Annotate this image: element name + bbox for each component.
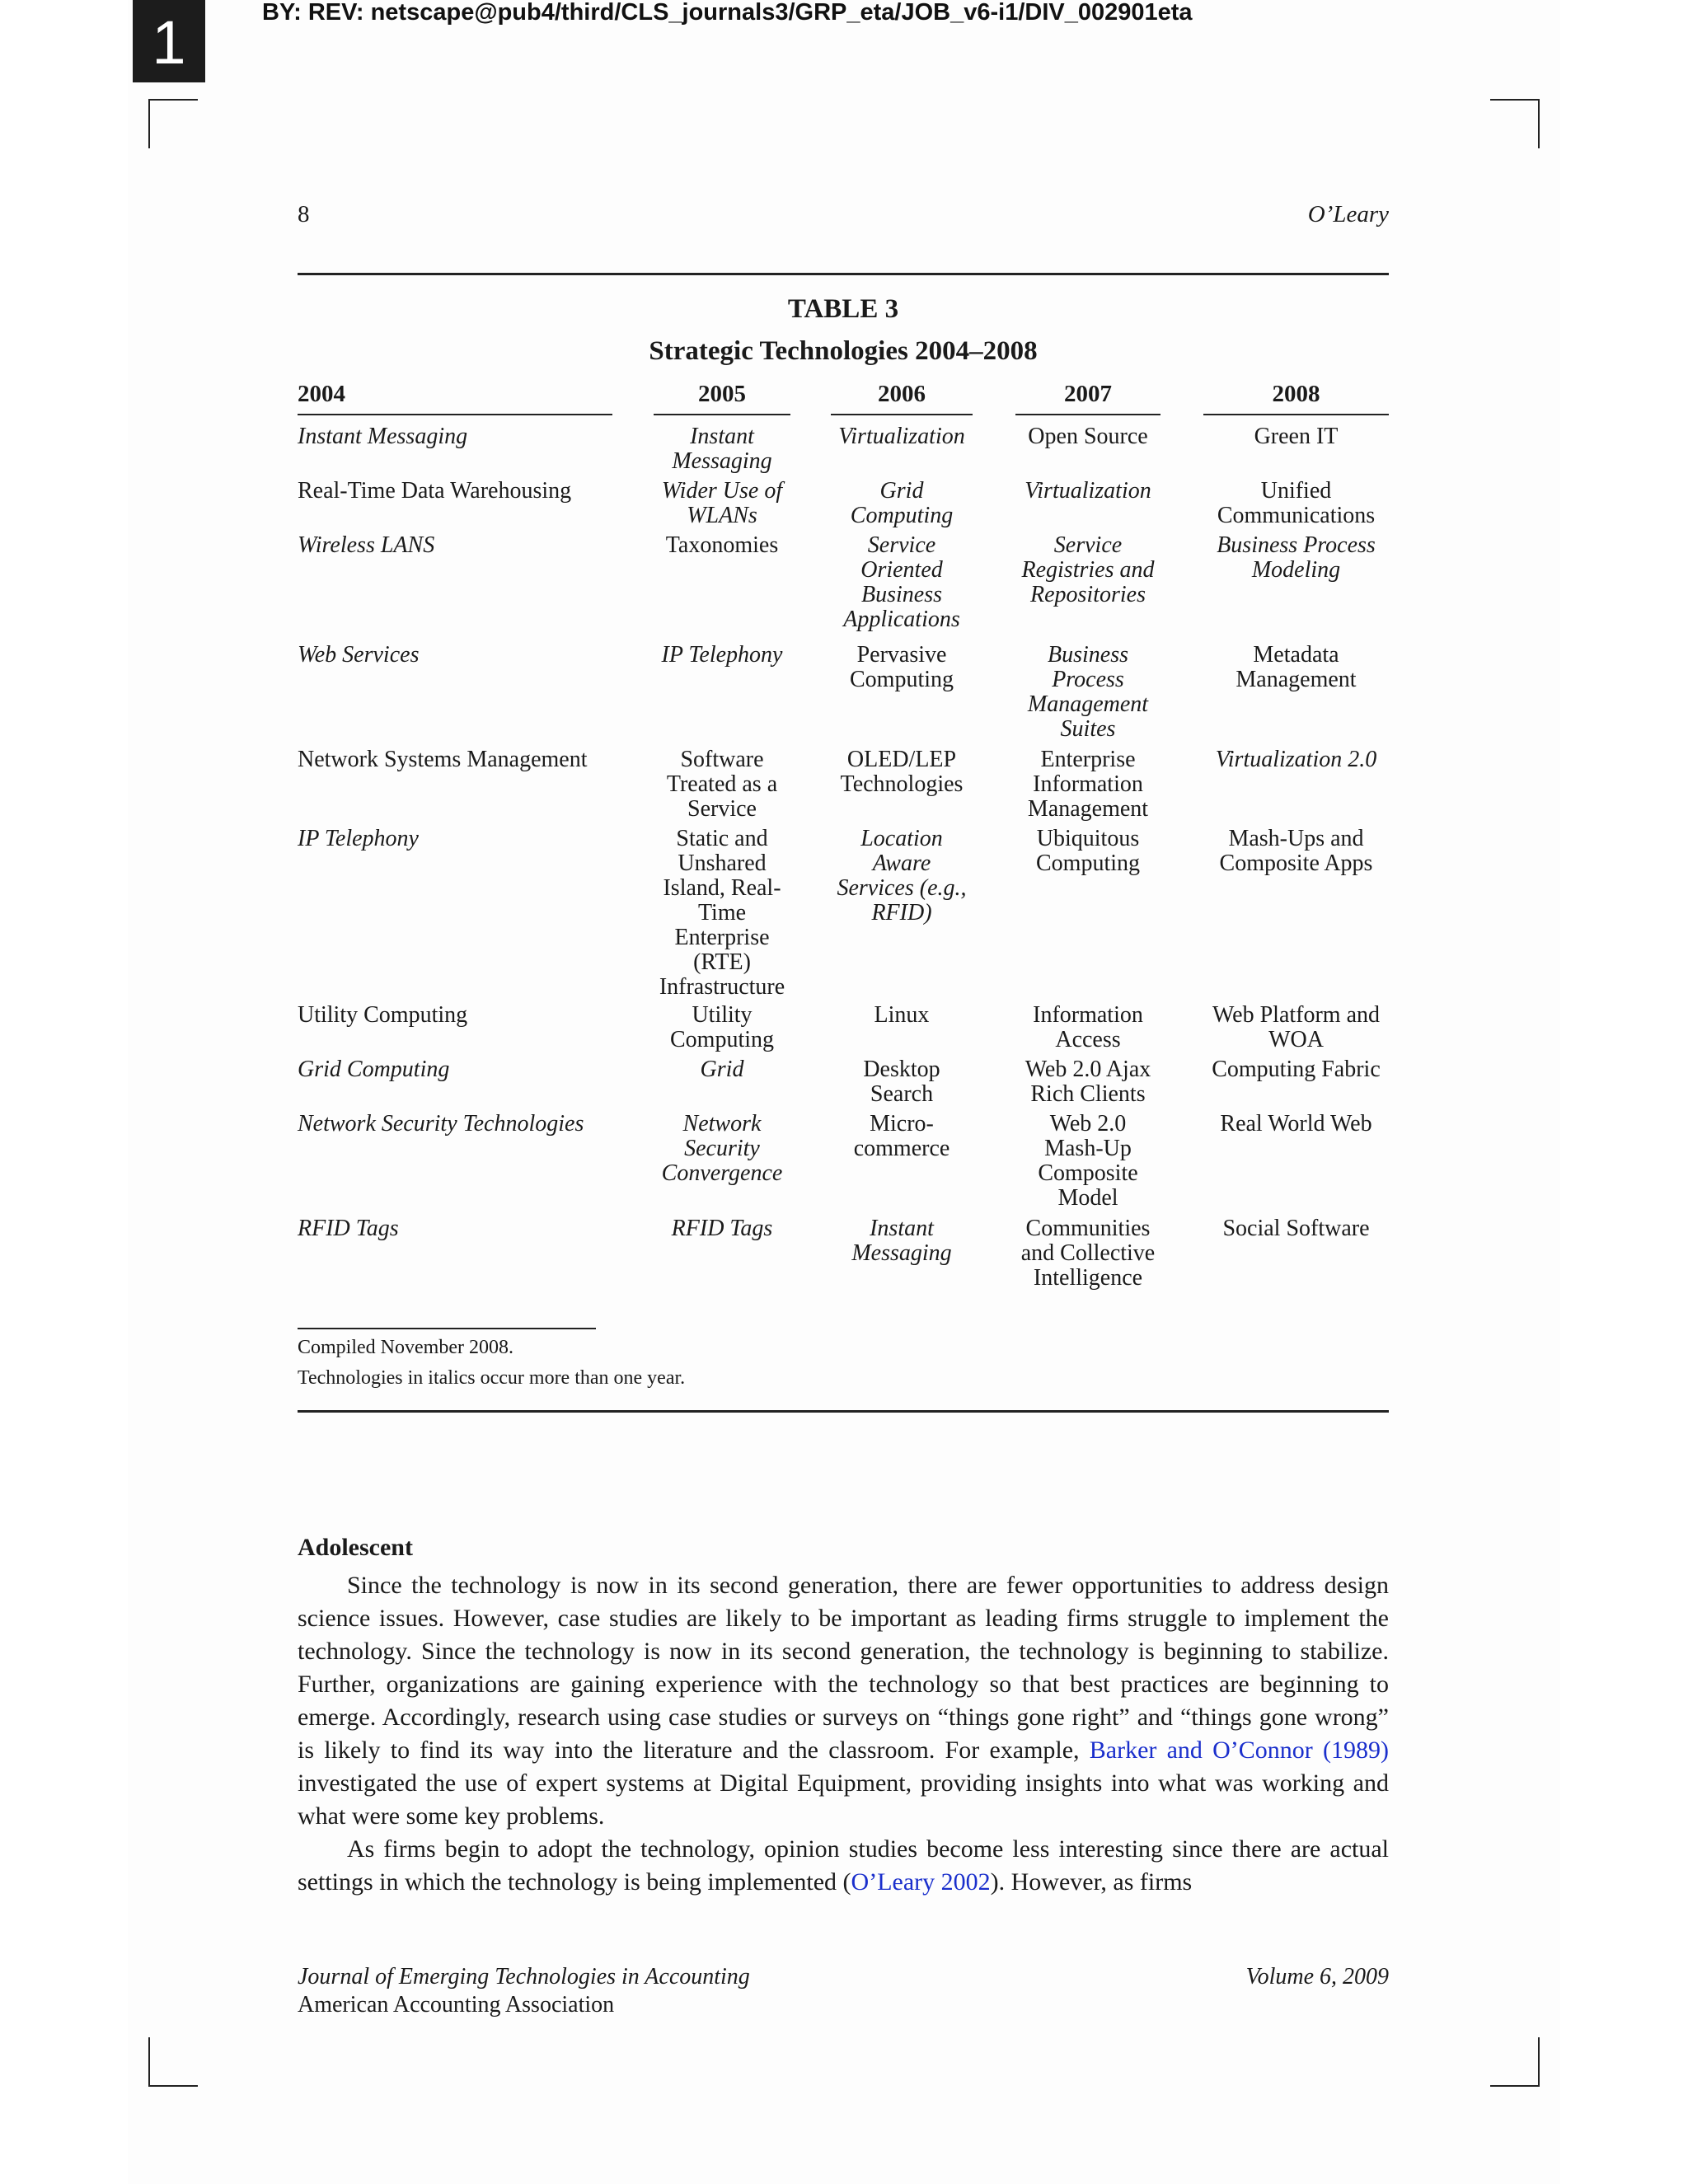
table-cell-line: Utility Computing bbox=[298, 1002, 468, 1028]
table-note-italics: Technologies in italics occur more than one year. bbox=[298, 1367, 686, 1389]
table-cell bbox=[637, 424, 807, 474]
table-cell bbox=[999, 1003, 1177, 1052]
crop-mark-bl-v bbox=[148, 2037, 150, 2087]
table-cell-line: Location bbox=[860, 826, 943, 851]
table-cell-line: Messaging bbox=[672, 448, 772, 474]
table-note-compiled: Compiled November 2008. bbox=[298, 1337, 513, 1358]
table-cell-line: Aware bbox=[872, 851, 931, 876]
column-header-2007: 2007 bbox=[1064, 381, 1112, 407]
table-cell bbox=[637, 748, 807, 822]
table-cell-line: Computing Fabric bbox=[1212, 1057, 1381, 1082]
table-cell bbox=[814, 827, 989, 926]
crop-mark-tl-v bbox=[148, 99, 150, 148]
table-bottom-rule bbox=[298, 1410, 1389, 1413]
table-cell bbox=[298, 424, 629, 449]
table-cell bbox=[298, 479, 629, 504]
table-cell bbox=[1187, 643, 1405, 692]
table-cell-line: Computing bbox=[669, 1027, 774, 1052]
table-cell-line: Repositories bbox=[1030, 582, 1146, 607]
table-cell-line: Real-Time Data Warehousing bbox=[298, 478, 572, 504]
column-header-2005: 2005 bbox=[698, 381, 746, 407]
table-cell-line: Information bbox=[1033, 1002, 1143, 1028]
footer-volume: Volume 6, 2009 bbox=[1245, 1964, 1389, 1990]
table-cell-line: commerce bbox=[853, 1136, 950, 1161]
paragraph-1 bbox=[298, 1569, 1389, 1833]
citation-oleary-2002[interactable]: O’Leary 2002 bbox=[851, 1868, 991, 1896]
table-cell bbox=[637, 479, 807, 528]
section-heading: Adolescent bbox=[298, 1534, 413, 1561]
page-marker: 1 bbox=[133, 0, 205, 82]
page-number: 8 bbox=[298, 201, 310, 227]
table-cell-line: Network bbox=[682, 1111, 762, 1137]
table-cell-line: Network Security Technologies bbox=[298, 1111, 584, 1137]
table-cell bbox=[814, 643, 989, 692]
table-cell-line: Search bbox=[870, 1081, 934, 1107]
table-cell-line: RFID Tags bbox=[298, 1216, 399, 1241]
table-cell bbox=[298, 1003, 629, 1028]
table-cell-line: RFID) bbox=[871, 900, 932, 926]
table-cell bbox=[298, 533, 629, 558]
table-cell-line: Instant bbox=[870, 1216, 934, 1241]
job-line: BY: REV: netscape@pub4/third/CLS_journals3/GRP_eta/JOB_v6-i1/DIV_002901eta bbox=[262, 0, 1193, 26]
table-cell-line: Island, Real- bbox=[663, 875, 781, 901]
table-cell-line: Composite bbox=[1038, 1160, 1138, 1186]
column-header-rule bbox=[1203, 414, 1389, 415]
table-cell-line: Open Source bbox=[1028, 424, 1148, 449]
table-cell-line: Grid bbox=[700, 1057, 744, 1082]
table-cell bbox=[999, 643, 1177, 742]
table-cell-line: Intelligence bbox=[1033, 1265, 1143, 1291]
table-cell bbox=[999, 1216, 1177, 1291]
crop-mark-tr-h bbox=[1490, 99, 1540, 101]
table-cell-line: Services (e.g., bbox=[837, 875, 967, 901]
right-margin bbox=[1560, 0, 1688, 2184]
paragraph-2-text-a: As firms begin to adopt the technology, opinion studies become less interesting since there are actual settings in which the technology is being implemented ( bbox=[298, 1835, 1389, 1896]
column-header-2004: 2004 bbox=[298, 381, 345, 407]
table-cell-line: Real World Web bbox=[1220, 1111, 1372, 1137]
table-cell-line: Metadata bbox=[1253, 642, 1339, 668]
table-cell bbox=[814, 1003, 989, 1028]
table-cell-line: Time bbox=[697, 900, 747, 926]
table-cell-line: Service bbox=[1053, 532, 1123, 558]
table-cell-line: Oriented bbox=[860, 557, 943, 583]
table-cell bbox=[637, 1003, 807, 1052]
table-cell bbox=[1187, 1112, 1405, 1137]
table-cell-line: Communications bbox=[1217, 503, 1376, 528]
table-cell bbox=[1187, 748, 1405, 772]
table-cell-line: RFID Tags bbox=[671, 1216, 773, 1241]
table-cell-line: Treated as a bbox=[666, 771, 778, 797]
table-cell-line: OLED/LEP bbox=[846, 747, 957, 772]
table-cell bbox=[637, 1057, 807, 1082]
table-cell-line: Virtualization bbox=[1025, 478, 1151, 504]
table-cell-line: Desktop bbox=[863, 1057, 940, 1082]
table-cell bbox=[814, 533, 989, 632]
table-cell bbox=[1187, 1057, 1405, 1082]
table-cell-line: Wireless LANS bbox=[298, 532, 435, 558]
table-cell-line: Software bbox=[680, 747, 764, 772]
table-cell bbox=[298, 643, 629, 668]
table-cell-line: Communities bbox=[1025, 1216, 1151, 1241]
table-cell-line: Grid Computing bbox=[298, 1057, 450, 1082]
table-cell-line: Web 2.0 Ajax bbox=[1025, 1057, 1151, 1082]
table-cell bbox=[298, 1057, 629, 1082]
table-cell bbox=[814, 1057, 989, 1107]
table-cell-line: Web 2.0 bbox=[1049, 1111, 1127, 1137]
table-cell-line: Model bbox=[1057, 1185, 1118, 1211]
table-cell bbox=[814, 1112, 989, 1161]
table-cell-line: Social Software bbox=[1222, 1216, 1370, 1241]
crop-mark-tl-h bbox=[148, 99, 198, 101]
table-top-rule bbox=[298, 273, 1389, 275]
column-header-rule bbox=[1015, 414, 1160, 415]
table-cell bbox=[814, 748, 989, 797]
table-cell-line: Applications bbox=[843, 607, 960, 632]
running-head-author: O’Leary bbox=[1307, 201, 1389, 227]
table-cell-line: Service bbox=[687, 796, 757, 822]
table-cell bbox=[1187, 827, 1405, 876]
table-cell-line: Mash-Up bbox=[1044, 1136, 1132, 1161]
table-cell bbox=[999, 533, 1177, 607]
table-cell bbox=[814, 1216, 989, 1266]
citation-barker-oconnor[interactable]: Barker and O’Connor (1989) bbox=[1089, 1736, 1389, 1764]
table-cell-line: Infrastructure bbox=[659, 974, 785, 1000]
table-cell-line: Green IT bbox=[1254, 424, 1339, 449]
table-cell-line: Business bbox=[861, 582, 942, 607]
table-cell bbox=[999, 748, 1177, 822]
table-cell bbox=[1187, 479, 1405, 528]
table-cell bbox=[1187, 424, 1405, 449]
table-cell-line: and Collective bbox=[1020, 1240, 1156, 1266]
table-cell bbox=[999, 1057, 1177, 1107]
table-cell-line: Grid bbox=[879, 478, 924, 504]
crop-mark-tr-v bbox=[1538, 99, 1540, 148]
table-cell bbox=[298, 1216, 629, 1241]
table-cell-line: Unified bbox=[1260, 478, 1332, 504]
table-cell-line: WLANs bbox=[687, 503, 757, 528]
table-cell-line: Technologies bbox=[840, 771, 964, 797]
table-cell-line: Static and bbox=[676, 826, 768, 851]
table-cell-line: Linux bbox=[874, 1002, 930, 1028]
table-cell bbox=[298, 827, 629, 851]
table-cell-line: Process bbox=[1052, 667, 1124, 692]
paragraph-2-text-b: ). However, as firms bbox=[990, 1868, 1193, 1896]
table-cell-line: Enterprise bbox=[674, 925, 770, 950]
table-cell-line: Virtualization bbox=[838, 424, 965, 449]
table-cell-line: Access bbox=[1055, 1027, 1121, 1052]
table-cell-line: IP Telephony bbox=[661, 642, 783, 668]
table-cell-line: Ubiquitous bbox=[1036, 826, 1140, 851]
left-margin bbox=[0, 0, 128, 2184]
table-cell-line: Rich Clients bbox=[1030, 1081, 1146, 1107]
table-cell-line: Web Platform and bbox=[1212, 1002, 1381, 1028]
table-cell bbox=[999, 827, 1177, 876]
table-cell bbox=[814, 424, 989, 449]
paragraph-2 bbox=[298, 1833, 1389, 1899]
footer-publisher: American Accounting Association bbox=[298, 1992, 615, 2018]
table-cell-line: Utility bbox=[692, 1002, 753, 1028]
table-cell-line: Computing bbox=[850, 503, 954, 528]
table-notes-rule bbox=[298, 1328, 596, 1329]
crop-mark-br-h bbox=[1490, 2085, 1540, 2087]
body-text bbox=[298, 1569, 1389, 1899]
paragraph-1-text-a: Since the technology is now in its second generation, there are fewer opportunities to address design science issues. However, case studies are likely to be important as leading firms struggle to implement the technology. Since the technology is now in its second generation, the technology is beginning to stabilize. Further, organizations are gaining experience with the technology so that best practices are beginning to emerge. Accordingly, research using case studies or surveys on “things gone right” and “things gone wrong” is likely to find its way into the literature and the classroom. For example, bbox=[298, 1572, 1389, 1764]
table-cell bbox=[298, 1112, 629, 1137]
table-cell bbox=[637, 643, 807, 668]
table-cell-line: Instant Messaging bbox=[298, 424, 468, 449]
table-cell-line: Business Process bbox=[1217, 532, 1376, 558]
table-cell bbox=[637, 1112, 807, 1186]
table-cell-line: Registries and bbox=[1021, 557, 1155, 583]
table-cell-line: Mash-Ups and bbox=[1228, 826, 1364, 851]
table-cell bbox=[999, 424, 1177, 449]
table-cell-line: Composite Apps bbox=[1219, 851, 1373, 876]
table-cell-line: IP Telephony bbox=[298, 826, 419, 851]
table-cell bbox=[298, 748, 629, 772]
table-cell-line: Convergence bbox=[661, 1160, 783, 1186]
table-cell bbox=[637, 1216, 807, 1241]
table-cell-line: Wider Use of bbox=[661, 478, 783, 504]
footer bbox=[298, 1963, 1389, 2019]
table-cell bbox=[814, 479, 989, 528]
table-cell bbox=[1187, 1216, 1405, 1241]
table-cell-line: Service bbox=[867, 532, 936, 558]
table-cell bbox=[999, 479, 1177, 504]
table-cell-line: Instant bbox=[690, 424, 754, 449]
table-cell-line: Management bbox=[1027, 796, 1149, 822]
table-cell-line: Web Services bbox=[298, 642, 420, 668]
table-cell-line: Micro- bbox=[870, 1111, 934, 1137]
table-cell bbox=[637, 533, 807, 558]
table-cell-line: Management bbox=[1027, 691, 1149, 717]
table-label: TABLE 3 bbox=[787, 294, 899, 324]
table-cell bbox=[1187, 533, 1405, 583]
table-cell-line: Enterprise bbox=[1040, 747, 1136, 772]
table-cell-line: Taxonomies bbox=[665, 532, 779, 558]
paragraph-1-text-b: investigated the use of expert systems at Digital Equipment, providing insights into what was working and what were some key problems. bbox=[298, 1769, 1389, 1830]
table-cell-line: (RTE) bbox=[693, 949, 751, 975]
table-cell-line: Virtualization 2.0 bbox=[1215, 747, 1377, 772]
table-cell-line: Pervasive bbox=[856, 642, 947, 668]
column-header-2008: 2008 bbox=[1272, 381, 1320, 407]
column-header-rule bbox=[298, 414, 612, 415]
column-header-2006: 2006 bbox=[878, 381, 926, 407]
table-cell-line: Suites bbox=[1060, 716, 1116, 742]
table-cell-line: Unshared bbox=[678, 851, 767, 876]
table-cell bbox=[637, 827, 807, 1000]
footer-journal: Journal of Emerging Technologies in Accounting bbox=[298, 1964, 750, 1990]
table-cell-line: Network Systems Management bbox=[298, 747, 588, 772]
crop-mark-bl-h bbox=[148, 2085, 198, 2087]
table-cell-line: Security bbox=[684, 1136, 760, 1161]
table-title: Strategic Technologies 2004–2008 bbox=[649, 336, 1038, 366]
table-cell-line: Business bbox=[1048, 642, 1128, 668]
table-cell-line: Information bbox=[1033, 771, 1143, 797]
column-header-rule bbox=[831, 414, 973, 415]
table-cell-line: Management bbox=[1236, 667, 1357, 692]
table-cell-line: WOA bbox=[1268, 1027, 1324, 1052]
table-cell bbox=[999, 1112, 1177, 1211]
table-cell bbox=[1187, 1003, 1405, 1052]
column-header-rule bbox=[654, 414, 790, 415]
table-cell-line: Modeling bbox=[1251, 557, 1341, 583]
table-cell-line: Computing bbox=[849, 667, 954, 692]
table-cell-line: Computing bbox=[1035, 851, 1140, 876]
crop-mark-br-v bbox=[1538, 2037, 1540, 2087]
table-cell-line: Messaging bbox=[851, 1240, 952, 1266]
